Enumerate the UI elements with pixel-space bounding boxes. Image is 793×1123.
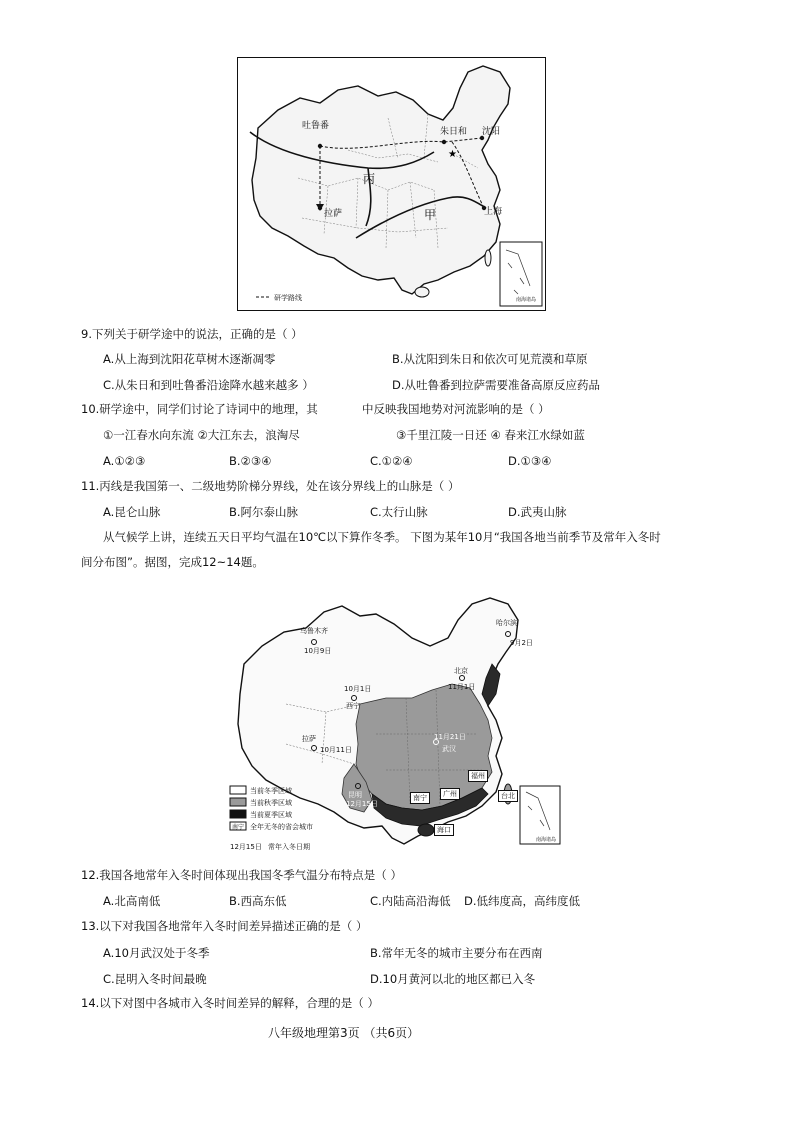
- map1-inset-label: 南海诸岛: [516, 297, 537, 303]
- map1-label-turpan: 吐鲁番: [302, 121, 330, 131]
- city-beijing-date: 11月1日: [448, 683, 476, 691]
- city-kunming-date: 12月15日: [346, 800, 378, 808]
- q9-option-c[interactable]: C.从朱日和到吐鲁番沿途降水越来越多 ）: [103, 378, 314, 392]
- q11-option-a[interactable]: A.昆仑山脉: [103, 505, 161, 519]
- map1-label-zhurihe: 朱日和: [440, 127, 468, 137]
- city-urumqi-date: 10月9日: [304, 647, 332, 655]
- q13-stem: 13.以下对我国各地常年入冬时间差异描述正确的是（ ）: [81, 919, 368, 933]
- map1-legend-route: 研学路线: [274, 294, 302, 302]
- legend-summer: 当前夏季区域: [250, 811, 292, 819]
- map2-inset-label: 南海诸岛: [536, 837, 557, 843]
- q11-option-d[interactable]: D.武夷山脉: [508, 505, 567, 519]
- turpan-dot: [318, 144, 322, 148]
- q11-option-b[interactable]: B.阿尔泰山脉: [229, 505, 299, 519]
- legend-no-winter: 全年无冬的省会城市: [250, 823, 313, 831]
- china-outline-map-1: [238, 58, 544, 309]
- city-guangzhou: 广州: [440, 788, 460, 800]
- intro-line-2: 间分布图”。据图，完成12~14题。: [81, 555, 264, 569]
- q10-option-c[interactable]: C.①②④: [370, 454, 413, 468]
- study-route-map: [237, 57, 546, 311]
- q10-option-b[interactable]: B.②③④: [229, 454, 272, 468]
- city-xining-date: 10月1日: [344, 685, 372, 693]
- q12-option-a[interactable]: A.北高南低: [103, 894, 161, 908]
- q11-option-c[interactable]: C.太行山脉: [370, 505, 428, 519]
- city-haikou: 海口: [434, 824, 454, 836]
- q9-option-b[interactable]: B.从沈阳到朱日和依次可见荒漠和草原: [392, 352, 588, 366]
- q10-poems-2: ③千里江陵一日还 ④ 春来江水绿如蓝: [396, 428, 585, 442]
- q9-option-d[interactable]: D.从吐鲁番到拉萨需要准备高原反应药品: [392, 378, 601, 392]
- q9-stem: 9.下列关于研学途中的说法，正确的是（ ）: [81, 327, 303, 341]
- city-wuhan-date: 11月21日: [434, 733, 466, 741]
- q13-option-d[interactable]: D.10月黄河以北的地区都已入冬: [370, 972, 536, 986]
- city-harbin: 哈尔滨: [496, 619, 517, 627]
- city-fuzhou: 福州: [468, 770, 488, 782]
- q10-stem-part1: 10.研学途中，同学们讨论了诗词中的地理，其: [81, 402, 318, 416]
- city-wuhan: 武汉: [442, 745, 456, 753]
- city-urumqi: 乌鲁木齐: [300, 627, 328, 635]
- page-footer: 八年级地理第3页 （共6页）: [268, 1026, 420, 1040]
- q13-option-b[interactable]: B.常年无冬的城市主要分布在西南: [370, 946, 543, 960]
- map1-label-shenyang: 沈阳: [482, 127, 501, 137]
- q12-option-b[interactable]: B.西高东低: [229, 894, 287, 908]
- svg-text:★: ★: [448, 149, 457, 160]
- map1-label-bing: 丙: [363, 172, 376, 186]
- map1-label-shanghai: 上海: [484, 207, 503, 217]
- q12-option-d[interactable]: D.低纬度高，高纬度低: [464, 894, 581, 908]
- city-taipei: 台北: [498, 790, 518, 802]
- legend-autumn: 当前秋季区域: [250, 799, 292, 807]
- map1-label-jia: 甲: [424, 208, 437, 222]
- city-xining: 西宁: [346, 702, 360, 710]
- q13-option-c[interactable]: C.昆明入冬时间最晚: [103, 972, 207, 986]
- q9-option-a[interactable]: A.从上海到沈阳花草树木逐渐凋零: [103, 352, 276, 366]
- q12-stem: 12.我国各地常年入冬时间体现出我国冬季气温分布特点是（ ）: [81, 868, 402, 882]
- city-harbin-date: 9月2日: [510, 639, 533, 647]
- legend-date-desc: 常年入冬日期: [268, 843, 310, 851]
- city-lhasa: 拉萨: [302, 735, 316, 743]
- q10-stem-part2: 中反映我国地势对河流影响的是（ ）: [362, 402, 550, 416]
- city-kunming: 昆明: [348, 791, 362, 799]
- q10-poems-1: ①一江春水向东流 ②大江东去，浪淘尽: [103, 428, 300, 442]
- city-lhasa-date: 10月11日: [320, 746, 352, 754]
- intro-line-1: 从气候学上讲，连续五天日平均气温在10℃以下算作冬季。 下图为某年10月“我国各地当前季节及常年入冬时: [103, 530, 661, 544]
- city-beijing: 北京: [454, 667, 468, 675]
- city-nanning: 南宁: [410, 792, 430, 804]
- map1-label-lhasa: 拉萨: [324, 209, 343, 219]
- q11-stem: 11.丙线是我国第一、二级地势阶梯分界线，处在该分界线上的山脉是（ ）: [81, 479, 460, 493]
- q12-option-c[interactable]: C.内陆高沿海低: [370, 894, 451, 908]
- legend-no-winter-sample: 南宁: [232, 824, 245, 831]
- q10-option-d[interactable]: D.①③④: [508, 454, 552, 468]
- legend-winter: 当前冬季区域: [250, 787, 292, 795]
- legend-date-sample: 12月15日: [230, 843, 262, 851]
- winter-onset-map: [226, 594, 567, 857]
- q10-option-a[interactable]: A.①②③: [103, 454, 146, 468]
- q14-stem: 14.以下对图中各城市入冬时间差异的解释，合理的是（ ）: [81, 996, 379, 1010]
- q13-option-a[interactable]: A.10月武汉处于冬季: [103, 946, 210, 960]
